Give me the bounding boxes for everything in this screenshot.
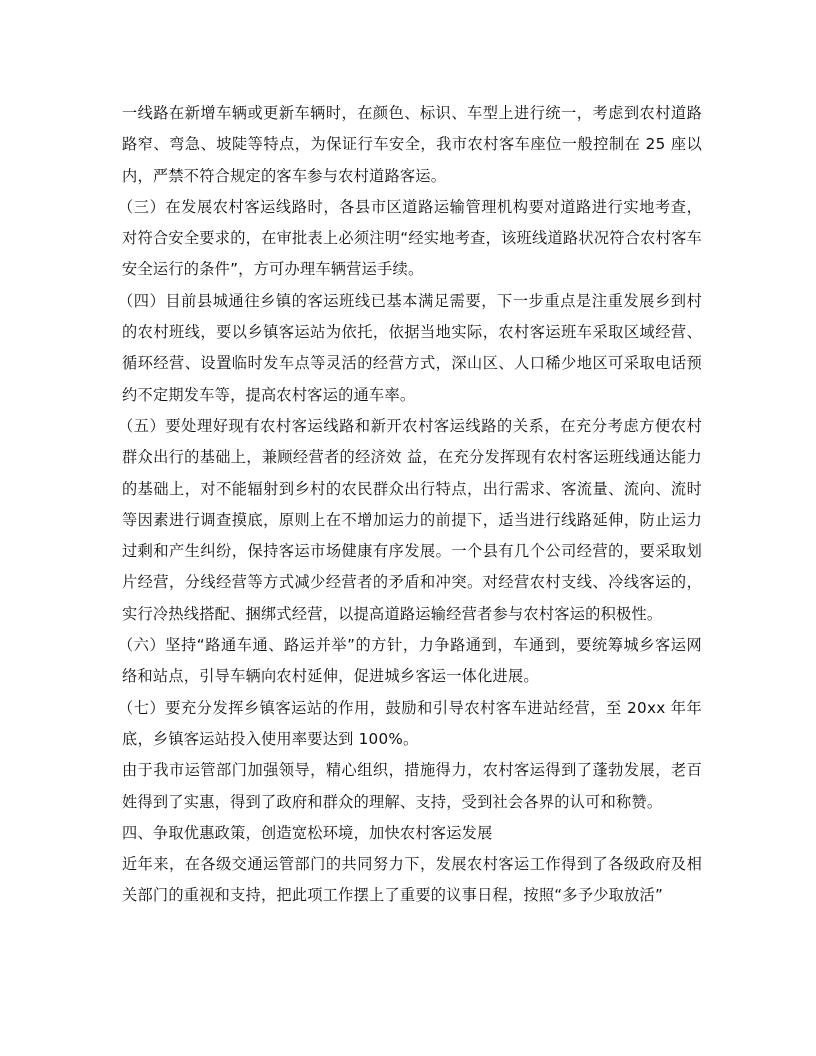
paragraph-item-four: （四）目前县城通往乡镇的客运班线已基本满足需要，下一步重点是注重发展乡到村的农村班线，要以乡镇客运站为依托，依据当地实际，农村客运班车采取区域经营、循环经营、设置临时发车点等灵活的经营方式，深山区、人口稀少地区可采取电话预约不定期发车等，提高农村客运的通车率。: [118, 291, 702, 404]
paragraph-item-three: （三）在发展农村客运线路时，各县市区道路运输管理机构要对道路进行实地考查，对符合安全要求的，在审批表上必须注明“经实地考查，该班线道路状况符合农村客车安全运行的条件”，方可办理车辆营运手续。: [118, 197, 702, 279]
paragraph-item-six: （六）坚持“路通车通、路运并举”的方针，力争路通到，车通到，要统筹城乡客运网络和站点，引导车辆向农村延伸，促进城乡客运一体化进展。: [118, 636, 702, 686]
paragraph-item-five: （五）要处理好现有农村客运线路和新开农村客运线路的关系，在充分考虑方便农村群众出行的基础上，兼顾经营者的经济效 益，在充分发挥现有农村客运班线通达能力的基础上，对不能辐射到乡村的农民群众出行特点，出行需求、客流量、流向、流时等因素进行调查摸底，原则上在不增加运力的前提下，适当进行线路延伸，防止运力过剩和产生纠纷，保持客运市场健康有序发展。一个县有几个公司经营的，要采取划片经营，分线经营等方式减少经营者的矛盾和冲突。对经营农村支线、冷线客运的，实行冷热线搭配、捆绑式经营，以提高道路运输经营者参与农村客运的积极性。: [118, 416, 702, 623]
document-body: [118, 98, 702, 912]
paragraph-vehicle-unification: 一线路在新增车辆或更新车辆时，在颜色、标识、车型上进行统一，考虑到农村道路路窄、弯急、坡陡等特点，为保证行车安全，我市农村客车座位一般控制在 25 座以内，严禁不符合规定的客车参与农村道路客运。: [122, 104, 702, 185]
paragraph-item-seven: （七）要充分发挥乡镇客运站的作用，鼓励和引导农村客车进站经营，至 20xx 年年底，乡镇客运站投入使用率要达到 100%。: [118, 698, 702, 748]
paragraph-recent-years: 近年来，在各级交通运管部门的共同努力下，发展农村客运工作得到了各级政府及相关部门的重视和支持，把此项工作摆上了重要的议事日程，按照“多予少取放活”: [122, 855, 702, 905]
section-heading-four: 四、争取优惠政策，创造宽松环境，加快农村客运发展: [122, 823, 493, 842]
paragraph-summary: 由于我市运管部门加强领导，精心组织，措施得力，农村客运得到了蓬勃发展，老百姓得到了实惠，得到了政府和群众的理解、支持，受到社会各界的认可和称赞。: [122, 761, 702, 811]
